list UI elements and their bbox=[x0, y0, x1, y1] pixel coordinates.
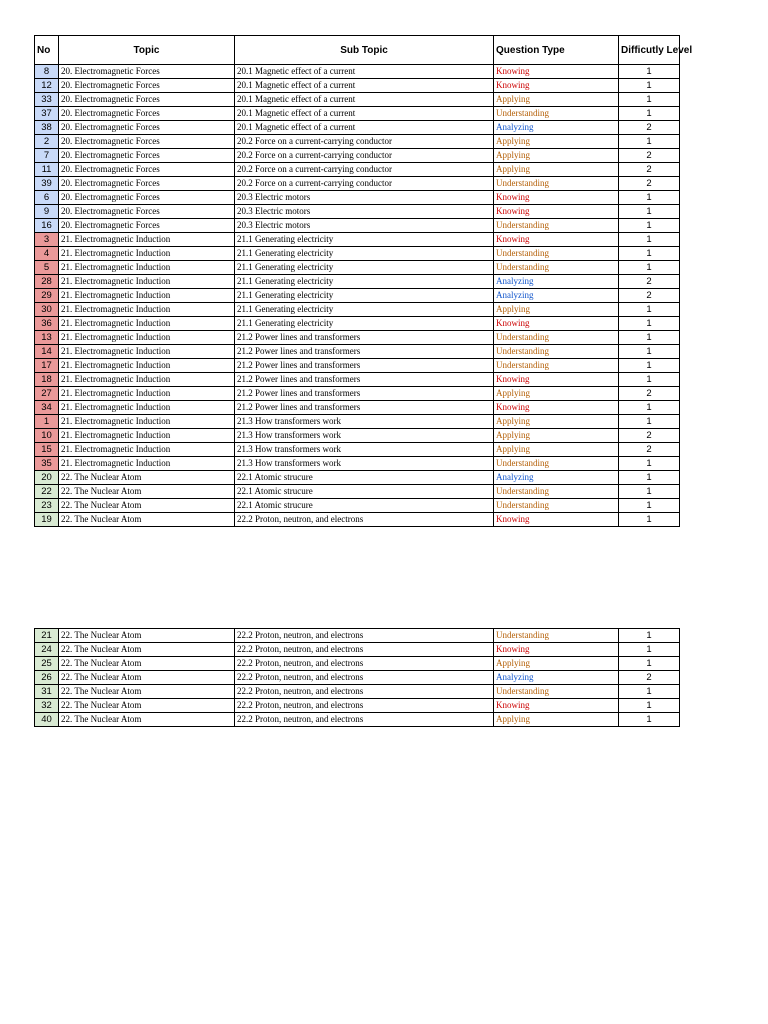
row-topic: 21. Electromagnetic Induction bbox=[59, 373, 235, 387]
row-subtopic: 21.2 Power lines and transformers bbox=[235, 373, 494, 387]
row-difficulty-level: 1 bbox=[619, 317, 680, 331]
row-question-type: Knowing bbox=[494, 191, 619, 205]
row-question-type: Knowing bbox=[494, 373, 619, 387]
row-no: 33 bbox=[35, 93, 59, 107]
header-question-type: Question Type bbox=[494, 36, 619, 65]
row-subtopic: 20.3 Electric motors bbox=[235, 205, 494, 219]
row-difficulty-level: 1 bbox=[619, 685, 680, 699]
row-topic: 20. Electromagnetic Forces bbox=[59, 121, 235, 135]
row-no: 8 bbox=[35, 65, 59, 79]
row-topic: 21. Electromagnetic Induction bbox=[59, 457, 235, 471]
row-question-type: Analyzing bbox=[494, 671, 619, 685]
question-table bbox=[34, 35, 693, 527]
row-question-type: Knowing bbox=[494, 699, 619, 713]
row-difficulty-level: 2 bbox=[619, 275, 680, 289]
row-difficulty-level: 1 bbox=[619, 471, 680, 485]
row-subtopic: 22.2 Proton, neutron, and electrons bbox=[235, 657, 494, 671]
row-question-type: Understanding bbox=[494, 177, 619, 191]
row-subtopic: 22.2 Proton, neutron, and electrons bbox=[235, 699, 494, 713]
row-no: 10 bbox=[35, 429, 59, 443]
row-difficulty-level: 1 bbox=[619, 233, 680, 247]
row-topic: 20. Electromagnetic Forces bbox=[59, 177, 235, 191]
row-topic: 22. The Nuclear Atom bbox=[59, 499, 235, 513]
row-question-type: Knowing bbox=[494, 513, 619, 527]
header-row bbox=[35, 36, 680, 65]
row-no: 7 bbox=[35, 149, 59, 163]
table-row bbox=[35, 345, 680, 359]
row-difficulty-level: 1 bbox=[619, 359, 680, 373]
row-subtopic: 21.2 Power lines and transformers bbox=[235, 387, 494, 401]
row-subtopic: 21.1 Generating electricity bbox=[235, 303, 494, 317]
table-row bbox=[35, 121, 680, 135]
row-topic: 22. The Nuclear Atom bbox=[59, 685, 235, 699]
row-subtopic: 20.2 Force on a current-carrying conductor bbox=[235, 163, 494, 177]
row-no: 22 bbox=[35, 485, 59, 499]
row-no: 27 bbox=[35, 387, 59, 401]
row-subtopic: 20.2 Force on a current-carrying conductor bbox=[235, 135, 494, 149]
row-question-type: Understanding bbox=[494, 107, 619, 121]
row-difficulty-level: 2 bbox=[619, 387, 680, 401]
row-difficulty-level: 1 bbox=[619, 107, 680, 121]
row-difficulty-level: 1 bbox=[619, 513, 680, 527]
row-no: 6 bbox=[35, 191, 59, 205]
row-no: 3 bbox=[35, 233, 59, 247]
question-table-body bbox=[35, 65, 680, 527]
row-topic: 22. The Nuclear Atom bbox=[59, 643, 235, 657]
row-subtopic: 21.2 Power lines and transformers bbox=[235, 345, 494, 359]
row-subtopic: 22.2 Proton, neutron, and electrons bbox=[235, 629, 494, 643]
table-row bbox=[35, 485, 680, 499]
row-no: 29 bbox=[35, 289, 59, 303]
header-topic: Topic bbox=[59, 36, 235, 65]
row-no: 30 bbox=[35, 303, 59, 317]
row-question-type: Applying bbox=[494, 135, 619, 149]
row-subtopic: 22.2 Proton, neutron, and electrons bbox=[235, 685, 494, 699]
row-no: 12 bbox=[35, 79, 59, 93]
table-row bbox=[35, 219, 680, 233]
table-row bbox=[35, 79, 680, 93]
table-row bbox=[35, 191, 680, 205]
row-difficulty-level: 1 bbox=[619, 219, 680, 233]
table-row bbox=[35, 261, 680, 275]
row-topic: 21. Electromagnetic Induction bbox=[59, 275, 235, 289]
table-row bbox=[35, 149, 680, 163]
row-question-type: Knowing bbox=[494, 401, 619, 415]
row-subtopic: 22.2 Proton, neutron, and electrons bbox=[235, 671, 494, 685]
row-difficulty-level: 1 bbox=[619, 485, 680, 499]
row-question-type: Knowing bbox=[494, 643, 619, 657]
row-no: 9 bbox=[35, 205, 59, 219]
row-no: 31 bbox=[35, 685, 59, 699]
row-question-type: Applying bbox=[494, 657, 619, 671]
row-difficulty-level: 1 bbox=[619, 713, 680, 727]
row-topic: 22. The Nuclear Atom bbox=[59, 713, 235, 727]
row-question-type: Understanding bbox=[494, 457, 619, 471]
row-question-type: Analyzing bbox=[494, 471, 619, 485]
row-subtopic: 21.1 Generating electricity bbox=[235, 275, 494, 289]
row-difficulty-level: 1 bbox=[619, 643, 680, 657]
table-row bbox=[35, 233, 680, 247]
row-topic: 21. Electromagnetic Induction bbox=[59, 331, 235, 345]
row-question-type: Applying bbox=[494, 429, 619, 443]
table-row bbox=[35, 177, 680, 191]
row-topic: 21. Electromagnetic Induction bbox=[59, 359, 235, 373]
row-subtopic: 20.1 Magnetic effect of a current bbox=[235, 65, 494, 79]
row-subtopic: 20.3 Electric motors bbox=[235, 219, 494, 233]
table-row bbox=[35, 247, 680, 261]
row-no: 2 bbox=[35, 135, 59, 149]
table-row bbox=[35, 359, 680, 373]
row-question-type: Understanding bbox=[494, 345, 619, 359]
row-difficulty-level: 2 bbox=[619, 289, 680, 303]
table-row bbox=[35, 471, 680, 485]
row-subtopic: 21.1 Generating electricity bbox=[235, 233, 494, 247]
row-difficulty-level: 2 bbox=[619, 177, 680, 191]
row-question-type: Understanding bbox=[494, 247, 619, 261]
row-difficulty-level: 1 bbox=[619, 93, 680, 107]
table-row bbox=[35, 205, 680, 219]
row-topic: 20. Electromagnetic Forces bbox=[59, 135, 235, 149]
table-row bbox=[35, 275, 680, 289]
row-question-type: Understanding bbox=[494, 261, 619, 275]
row-topic: 20. Electromagnetic Forces bbox=[59, 205, 235, 219]
row-topic: 20. Electromagnetic Forces bbox=[59, 107, 235, 121]
row-no: 11 bbox=[35, 163, 59, 177]
row-difficulty-level: 2 bbox=[619, 121, 680, 135]
row-difficulty-level: 2 bbox=[619, 149, 680, 163]
row-difficulty-level: 1 bbox=[619, 373, 680, 387]
row-difficulty-level: 1 bbox=[619, 457, 680, 471]
row-no: 37 bbox=[35, 107, 59, 121]
row-difficulty-level: 1 bbox=[619, 345, 680, 359]
row-subtopic: 20.1 Magnetic effect of a current bbox=[235, 121, 494, 135]
row-question-type: Knowing bbox=[494, 317, 619, 331]
table-row bbox=[35, 135, 680, 149]
row-topic: 21. Electromagnetic Induction bbox=[59, 429, 235, 443]
row-no: 34 bbox=[35, 401, 59, 415]
row-no: 36 bbox=[35, 317, 59, 331]
row-no: 25 bbox=[35, 657, 59, 671]
table-row bbox=[35, 513, 680, 527]
row-subtopic: 21.2 Power lines and transformers bbox=[235, 401, 494, 415]
row-subtopic: 21.3 How transformers work bbox=[235, 443, 494, 457]
row-topic: 22. The Nuclear Atom bbox=[59, 629, 235, 643]
row-difficulty-level: 1 bbox=[619, 699, 680, 713]
row-topic: 21. Electromagnetic Induction bbox=[59, 345, 235, 359]
row-question-type: Applying bbox=[494, 93, 619, 107]
row-no: 35 bbox=[35, 457, 59, 471]
row-difficulty-level: 1 bbox=[619, 401, 680, 415]
row-difficulty-level: 1 bbox=[619, 261, 680, 275]
row-question-type: Knowing bbox=[494, 79, 619, 93]
row-topic: 21. Electromagnetic Induction bbox=[59, 401, 235, 415]
row-subtopic: 20.1 Magnetic effect of a current bbox=[235, 107, 494, 121]
row-subtopic: 20.1 Magnetic effect of a current bbox=[235, 79, 494, 93]
table-row bbox=[35, 163, 680, 177]
row-topic: 22. The Nuclear Atom bbox=[59, 699, 235, 713]
row-subtopic: 22.2 Proton, neutron, and electrons bbox=[235, 643, 494, 657]
row-no: 5 bbox=[35, 261, 59, 275]
row-no: 23 bbox=[35, 499, 59, 513]
row-question-type: Understanding bbox=[494, 359, 619, 373]
question-table-continuation bbox=[34, 628, 680, 727]
row-difficulty-level: 1 bbox=[619, 331, 680, 345]
row-topic: 21. Electromagnetic Induction bbox=[59, 303, 235, 317]
table-row bbox=[35, 443, 680, 457]
row-difficulty-level: 1 bbox=[619, 247, 680, 261]
row-question-type: Knowing bbox=[494, 205, 619, 219]
table-row bbox=[35, 107, 680, 121]
row-question-type: Applying bbox=[494, 387, 619, 401]
row-topic: 20. Electromagnetic Forces bbox=[59, 79, 235, 93]
row-topic: 21. Electromagnetic Induction bbox=[59, 443, 235, 457]
row-subtopic: 21.1 Generating electricity bbox=[235, 261, 494, 275]
question-table-continuation-body bbox=[35, 629, 680, 727]
row-subtopic: 22.1 Atomic strucure bbox=[235, 485, 494, 499]
row-subtopic: 21.3 How transformers work bbox=[235, 457, 494, 471]
row-topic: 22. The Nuclear Atom bbox=[59, 513, 235, 527]
table-row bbox=[35, 331, 680, 345]
row-topic: 21. Electromagnetic Induction bbox=[59, 233, 235, 247]
row-question-type: Understanding bbox=[494, 629, 619, 643]
row-no: 15 bbox=[35, 443, 59, 457]
row-question-type: Understanding bbox=[494, 485, 619, 499]
row-topic: 20. Electromagnetic Forces bbox=[59, 163, 235, 177]
row-subtopic: 21.3 How transformers work bbox=[235, 429, 494, 443]
table-row bbox=[35, 303, 680, 317]
row-subtopic: 20.1 Magnetic effect of a current bbox=[235, 93, 494, 107]
row-difficulty-level: 1 bbox=[619, 499, 680, 513]
row-subtopic: 22.2 Proton, neutron, and electrons bbox=[235, 513, 494, 527]
table-row bbox=[35, 499, 680, 513]
table-row bbox=[35, 65, 680, 79]
row-question-type: Understanding bbox=[494, 331, 619, 345]
table-row bbox=[35, 317, 680, 331]
table-row bbox=[35, 629, 680, 643]
table-row bbox=[35, 457, 680, 471]
row-no: 28 bbox=[35, 275, 59, 289]
row-subtopic: 21.2 Power lines and transformers bbox=[235, 331, 494, 345]
row-topic: 21. Electromagnetic Induction bbox=[59, 415, 235, 429]
row-difficulty-level: 1 bbox=[619, 303, 680, 317]
row-no: 4 bbox=[35, 247, 59, 261]
row-difficulty-level: 2 bbox=[619, 429, 680, 443]
row-topic: 20. Electromagnetic Forces bbox=[59, 93, 235, 107]
row-topic: 20. Electromagnetic Forces bbox=[59, 65, 235, 79]
table-row bbox=[35, 671, 680, 685]
row-question-type: Understanding bbox=[494, 499, 619, 513]
row-question-type: Analyzing bbox=[494, 121, 619, 135]
row-topic: 20. Electromagnetic Forces bbox=[59, 219, 235, 233]
row-subtopic: 21.3 How transformers work bbox=[235, 415, 494, 429]
row-no: 21 bbox=[35, 629, 59, 643]
row-topic: 21. Electromagnetic Induction bbox=[59, 317, 235, 331]
row-no: 40 bbox=[35, 713, 59, 727]
row-question-type: Applying bbox=[494, 163, 619, 177]
header-difficulty-level: Difficutly Level bbox=[619, 36, 680, 65]
row-difficulty-level: 1 bbox=[619, 415, 680, 429]
row-subtopic: 21.1 Generating electricity bbox=[235, 247, 494, 261]
row-topic: 22. The Nuclear Atom bbox=[59, 485, 235, 499]
table-row bbox=[35, 699, 680, 713]
row-subtopic: 20.2 Force on a current-carrying conductor bbox=[235, 177, 494, 191]
row-difficulty-level: 1 bbox=[619, 205, 680, 219]
header-no: No bbox=[35, 36, 59, 65]
row-no: 16 bbox=[35, 219, 59, 233]
table-row bbox=[35, 429, 680, 443]
row-no: 17 bbox=[35, 359, 59, 373]
row-difficulty-level: 1 bbox=[619, 79, 680, 93]
row-difficulty-level: 2 bbox=[619, 163, 680, 177]
row-topic: 21. Electromagnetic Induction bbox=[59, 289, 235, 303]
row-no: 19 bbox=[35, 513, 59, 527]
row-no: 38 bbox=[35, 121, 59, 135]
table-row bbox=[35, 657, 680, 671]
row-difficulty-level: 2 bbox=[619, 671, 680, 685]
row-question-type: Analyzing bbox=[494, 275, 619, 289]
row-question-type: Applying bbox=[494, 713, 619, 727]
row-difficulty-level: 2 bbox=[619, 443, 680, 457]
row-no: 24 bbox=[35, 643, 59, 657]
row-subtopic: 22.1 Atomic strucure bbox=[235, 471, 494, 485]
row-no: 20 bbox=[35, 471, 59, 485]
table-row bbox=[35, 289, 680, 303]
row-no: 1 bbox=[35, 415, 59, 429]
row-topic: 21. Electromagnetic Induction bbox=[59, 261, 235, 275]
row-question-type: Applying bbox=[494, 149, 619, 163]
table-row bbox=[35, 93, 680, 107]
row-difficulty-level: 1 bbox=[619, 65, 680, 79]
row-subtopic: 21.2 Power lines and transformers bbox=[235, 359, 494, 373]
table-row bbox=[35, 387, 680, 401]
row-topic: 22. The Nuclear Atom bbox=[59, 657, 235, 671]
row-subtopic: 20.3 Electric motors bbox=[235, 191, 494, 205]
row-topic: 22. The Nuclear Atom bbox=[59, 471, 235, 485]
row-subtopic: 22.2 Proton, neutron, and electrons bbox=[235, 713, 494, 727]
row-question-type: Analyzing bbox=[494, 289, 619, 303]
table-row bbox=[35, 415, 680, 429]
row-topic: 20. Electromagnetic Forces bbox=[59, 149, 235, 163]
row-no: 26 bbox=[35, 671, 59, 685]
row-no: 39 bbox=[35, 177, 59, 191]
row-subtopic: 21.1 Generating electricity bbox=[235, 289, 494, 303]
row-difficulty-level: 1 bbox=[619, 657, 680, 671]
table-row bbox=[35, 685, 680, 699]
table-row bbox=[35, 713, 680, 727]
row-subtopic: 22.1 Atomic strucure bbox=[235, 499, 494, 513]
row-subtopic: 20.2 Force on a current-carrying conductor bbox=[235, 149, 494, 163]
row-subtopic: 21.1 Generating electricity bbox=[235, 317, 494, 331]
row-question-type: Applying bbox=[494, 443, 619, 457]
row-topic: 20. Electromagnetic Forces bbox=[59, 191, 235, 205]
table-row bbox=[35, 643, 680, 657]
row-no: 14 bbox=[35, 345, 59, 359]
row-question-type: Knowing bbox=[494, 65, 619, 79]
row-difficulty-level: 1 bbox=[619, 135, 680, 149]
table-row bbox=[35, 401, 680, 415]
row-question-type: Understanding bbox=[494, 219, 619, 233]
table-row bbox=[35, 373, 680, 387]
row-topic: 22. The Nuclear Atom bbox=[59, 671, 235, 685]
row-question-type: Applying bbox=[494, 415, 619, 429]
row-no: 13 bbox=[35, 331, 59, 345]
row-topic: 21. Electromagnetic Induction bbox=[59, 247, 235, 261]
header-subtopic: Sub Topic bbox=[235, 36, 494, 65]
row-question-type: Knowing bbox=[494, 233, 619, 247]
row-question-type: Applying bbox=[494, 303, 619, 317]
row-no: 32 bbox=[35, 699, 59, 713]
row-topic: 21. Electromagnetic Induction bbox=[59, 387, 235, 401]
row-no: 18 bbox=[35, 373, 59, 387]
row-difficulty-level: 1 bbox=[619, 191, 680, 205]
row-difficulty-level: 1 bbox=[619, 629, 680, 643]
row-question-type: Understanding bbox=[494, 685, 619, 699]
